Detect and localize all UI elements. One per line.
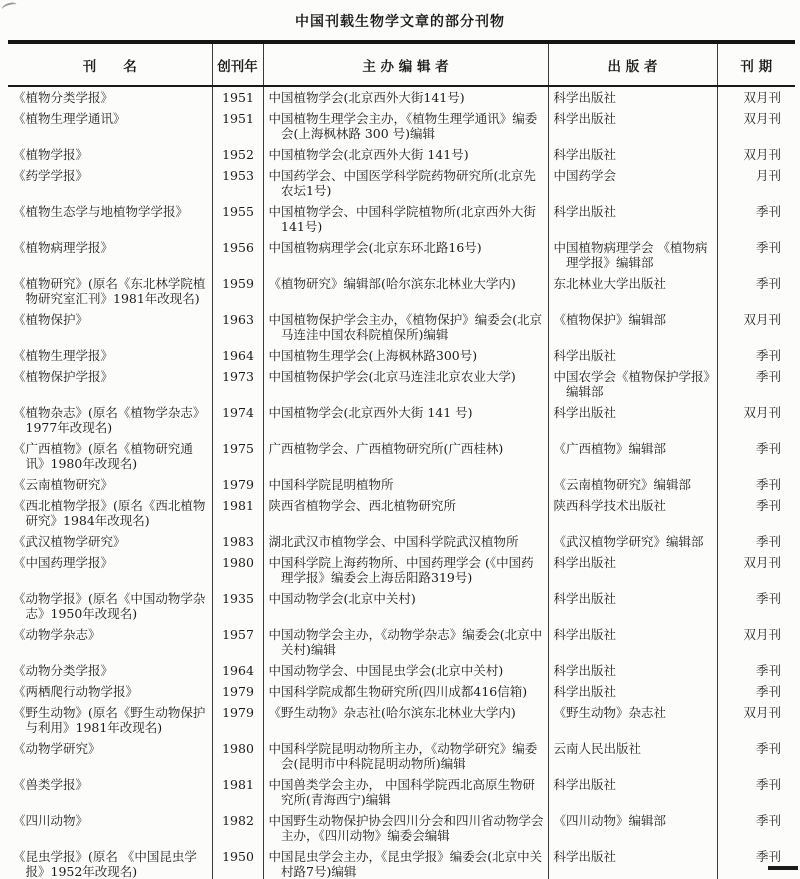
publisher-cell [548,588,717,624]
organizer-editor-cell [263,108,548,144]
organizer-editor-cell [263,144,548,165]
organizer-editor-cell [263,846,548,879]
journal-name-cell [8,552,212,588]
founding-year: 1979 [212,681,263,702]
publisher: 科学出版社 [553,204,617,219]
journal-name-cell [8,366,212,402]
organizer-editor: 广西植物学会、广西植物研究所(广西桂林) [268,441,504,456]
organizer-editor-cell [263,402,548,438]
journal-name: 《野生动物》(原名《野生动物保护与利用》1981年改现名) [13,705,206,735]
header-frequency: 刊 期 [717,42,795,86]
table-row [8,402,795,438]
journal-name: 《广西植物》(原名《植物研究通讯》1980年改现名) [13,441,193,471]
table-row [8,438,795,474]
journal-name-cell [8,86,212,108]
publisher-cell [548,552,717,588]
organizer-editor-cell [263,86,548,108]
publisher: 《云南植物研究》编辑部 [553,477,692,492]
table-row [8,86,795,108]
organizer-editor-cell [263,588,548,624]
founding-year: 1981 [212,495,263,531]
table-row [8,366,795,402]
organizer-editor: 中国科学院昆明植物所 [268,477,394,492]
journal-name-cell [8,495,212,531]
organizer-editor-cell [263,237,548,273]
table-row [8,495,795,531]
organizer-editor-cell [263,681,548,702]
journal-name: 《动物学报》(原名《中国动物学杂志》1950年改现名) [13,591,206,621]
journal-name: 《云南植物研究》 [13,477,114,492]
organizer-editor: 《野生动物》杂志社(哈尔滨东北林业大学内) [268,705,516,720]
publisher: 《植物保护》编辑部 [553,312,667,327]
table-header [8,42,795,86]
publisher: 科学出版社 [553,627,617,642]
publisher-cell [548,681,717,702]
founding-year: 1983 [212,531,263,552]
founding-year: 1964 [212,345,263,366]
organizer-editor: 中国植物生理学会(上海枫林路300号) [268,348,478,363]
founding-year: 1955 [212,201,263,237]
organizer-editor: 中国昆虫学会主办，《昆虫学报》编委会(北京中关村路7号)编辑 [268,849,543,879]
journal-name-cell [8,588,212,624]
organizer-editor-cell [263,810,548,846]
founding-year: 1957 [212,624,263,660]
journal-name: 《四川动物》 [13,813,89,828]
journal-name: 《植物研究》(原名《东北林学院植物研究室汇刊》1981年改现名) [13,276,206,306]
organizer-editor: 中国植物学会(北京西外大街 141号) [268,147,469,162]
frequency: 季刊 [755,441,781,456]
founding-year: 1979 [212,702,263,738]
journal-name-cell [8,438,212,474]
frequency: 月刊 [755,168,781,183]
publisher: 科学出版社 [553,591,617,606]
frequency: 双月刊 [743,627,781,642]
founding-year: 1981 [212,774,263,810]
table-row [8,681,795,702]
header-organizer-editor: 主 办 编 辑 者 [263,42,548,86]
organizer-editor: 中国科学院成都生物研究所(四川成都416信箱) [268,684,528,699]
organizer-editor-cell [263,165,548,201]
frequency: 双月刊 [743,405,781,420]
organizer-editor: 中国科学院上海药物所、中国药理学会 (《中国药理学报》编委会上海岳阳路319号) [268,555,534,585]
publisher-cell [548,846,717,879]
organizer-editor: 中国植物学会(北京西外大街141号) [268,90,465,105]
publisher: 科学出版社 [553,111,617,126]
table-body [8,86,795,879]
journal-name: 《两栖爬行动物学报》 [13,684,139,699]
organizer-editor-cell [263,309,548,345]
publisher-cell [548,345,717,366]
organizer-editor: 中国药学会、中国医学科学院药物研究所(北京先农坛1号) [268,168,536,198]
table-row [8,588,795,624]
founding-year: 1982 [212,810,263,846]
organizer-editor-cell [263,624,548,660]
organizer-editor: 中国动物学会主办，《动物学杂志》编委会(北京中关村)编辑 [268,627,543,657]
publisher: 中国植物病理学会 《植物病理学报》编辑部 [553,240,708,270]
publisher: 中国药学会 [553,168,617,183]
journal-name: 《植物分类学报》 [13,90,114,105]
organizer-editor-cell [263,474,548,495]
publisher-cell [548,774,717,810]
journal-name: 《动物分类学报》 [13,663,114,678]
journal-name-cell [8,345,212,366]
organizer-editor: 中国植物病理学会(北京东环北路16号) [268,240,482,255]
journal-name-cell [8,810,212,846]
journal-name-cell [8,660,212,681]
table-row [8,273,795,309]
journal-name-cell [8,738,212,774]
scan-dash-artifact [768,866,798,870]
founding-year: 1979 [212,474,263,495]
organizer-editor: 湖北武汉市植物学会、中国科学院武汉植物所 [268,534,519,549]
journal-name-cell [8,402,212,438]
frequency: 季刊 [755,813,781,828]
page-title: 中国刊载生物学文章的部分刊物 [295,14,505,30]
organizer-editor: 中国植物学会(北京西外大街 141 号) [268,405,473,420]
table-row [8,309,795,345]
publisher: 科学出版社 [553,348,617,363]
founding-year: 1935 [212,588,263,624]
organizer-editor-cell [263,438,548,474]
journal-name: 《动物学杂志》 [13,627,101,642]
organizer-editor: 中国动物学会(北京中关村) [268,591,416,606]
publisher: 科学出版社 [553,405,617,420]
founding-year: 1964 [212,660,263,681]
journal-name: 《植物保护》 [13,312,89,327]
publisher-cell [548,86,717,108]
journal-name: 《西北植物学报》(原名《西北植物研究》1984年改现名) [13,498,206,528]
frequency: 双月刊 [743,312,781,327]
frequency: 季刊 [755,369,781,384]
table-row [8,774,795,810]
frequency: 双月刊 [743,555,781,570]
journal-name-cell [8,624,212,660]
frequency: 季刊 [755,204,781,219]
table-row [8,660,795,681]
organizer-editor-cell [263,366,548,402]
publisher: 云南人民出版社 [553,741,642,756]
organizer-editor: 中国科学院昆明动物所主办，《动物学研究》编委会(昆明市中科院昆明动物所)编辑 [268,741,538,771]
frequency: 双月刊 [743,111,781,126]
founding-year: 1951 [212,86,263,108]
table-row [8,165,795,201]
organizer-editor: 中国野生动物保护协会四川分会和四川省动物学会主办，《四川动物》编委会编辑 [268,813,544,843]
table-row [8,474,795,495]
founding-year: 1974 [212,402,263,438]
publisher-cell [548,366,717,402]
publisher: 科学出版社 [553,555,617,570]
publisher: 《野生动物》杂志社 [553,705,667,720]
publisher-cell [548,402,717,438]
header-row [8,42,795,86]
table-row [8,201,795,237]
journal-name: 《植物生理学报》 [13,348,114,363]
journal-name: 《植物杂志》(原名《植物学杂志》1977年改现名) [13,405,206,435]
organizer-editor: 中国兽类学会主办， 中国科学院西北高原生物研究所(青海西宁)编辑 [268,777,535,807]
organizer-editor: 陕西省植物学会、西北植物研究所 [268,498,457,513]
table-row [8,345,795,366]
table-row [8,108,795,144]
journal-name-cell [8,237,212,273]
founding-year: 1956 [212,237,263,273]
organizer-editor-cell [263,273,548,309]
publisher-cell [548,438,717,474]
publisher-cell [548,702,717,738]
publisher: 《四川动物》编辑部 [553,813,667,828]
journal-name-cell [8,309,212,345]
header-founding-year: 创刊年 [212,42,263,86]
publisher-cell [548,108,717,144]
journal-name-cell [8,201,212,237]
table-row [8,702,795,738]
publisher: 科学出版社 [553,663,617,678]
frequency: 季刊 [755,477,781,492]
frequency: 季刊 [755,276,781,291]
founding-year: 1951 [212,108,263,144]
journal-name: 《昆虫学报》(原名 《中国昆虫学报》1952年改现名) [13,849,197,879]
publisher-cell [548,738,717,774]
publisher-cell [548,624,717,660]
organizer-editor-cell [263,660,548,681]
frequency: 双月刊 [743,90,781,105]
publisher-cell [548,201,717,237]
frequency: 季刊 [755,348,781,363]
publisher-cell [548,144,717,165]
publisher-cell [548,495,717,531]
organizer-editor-cell [263,201,548,237]
table-row [8,846,795,879]
organizer-editor: 中国植物保护学会(北京马连洼北京农业大学) [268,369,516,384]
journal-name-cell [8,273,212,309]
frequency: 季刊 [755,777,781,792]
publisher-cell [548,531,717,552]
table-row [8,552,795,588]
organizer-editor-cell [263,774,548,810]
frequency: 季刊 [755,684,781,699]
publisher: 陕西科学技术出版社 [553,498,667,513]
journal-name: 《武汉植物学研究》 [13,534,126,549]
publisher-cell [548,474,717,495]
journal-name: 《植物保护学报》 [13,369,114,384]
founding-year: 1950 [212,846,263,879]
frequency: 季刊 [755,663,781,678]
journal-name-cell [8,108,212,144]
journal-name: 《植物学报》 [13,147,89,162]
organizer-editor-cell [263,552,548,588]
table-row [8,531,795,552]
journal-name-cell [8,702,212,738]
header-publisher: 出 版 者 [548,42,717,86]
frequency: 季刊 [755,849,781,864]
journal-name: 《植物生态学与地植物学学报》 [13,204,189,219]
organizer-editor: 中国植物学会、中国科学院植物所(北京西外大街141号) [268,204,536,234]
frequency: 双月刊 [743,147,781,162]
publisher: 东北林业大学出版社 [553,276,667,291]
journal-name: 《中国药理学报》 [13,555,114,570]
publisher: 中国农学会《植物保护学报》编辑部 [553,369,710,399]
founding-year: 1980 [212,738,263,774]
journal-name: 《植物生理学通讯》 [13,111,126,126]
table-row [8,738,795,774]
frequency: 季刊 [755,534,781,549]
publisher: 科学出版社 [553,147,617,162]
organizer-editor-cell [263,738,548,774]
publisher: 科学出版社 [553,777,617,792]
journal-name-cell [8,681,212,702]
publisher: 《广西植物》编辑部 [553,441,667,456]
journal-name: 《兽类学报》 [13,777,89,792]
publisher: 《武汉植物学研究》编辑部 [553,534,704,549]
publisher: 科学出版社 [553,684,617,699]
organizer-editor-cell [263,495,548,531]
journal-name-cell [8,531,212,552]
founding-year: 1963 [212,309,263,345]
frequency: 双月刊 [743,705,781,720]
journal-name: 《植物病理学报》 [13,240,114,255]
journal-name-cell [8,474,212,495]
publisher-cell [548,660,717,681]
publisher: 科学出版社 [553,849,617,864]
journal-name-cell [8,144,212,165]
table-row [8,810,795,846]
header-journal-name: 刊 名 [8,42,212,86]
journal-name-cell [8,774,212,810]
organizer-editor: 中国植物保护学会主办，《植物保护》编委会(北京马连洼中国农科院植保所)编辑 [268,312,543,342]
founding-year: 1980 [212,552,263,588]
journal-name: 《药学学报》 [13,168,89,183]
organizer-editor: 中国植物生理学会主办，《植物生理学通讯》编委会(上海枫林路 300 号)编辑 [268,111,538,141]
publisher-cell [548,237,717,273]
founding-year: 1952 [212,144,263,165]
founding-year: 1959 [212,273,263,309]
publisher-cell [548,810,717,846]
publisher-cell [548,273,717,309]
journals-table [8,40,795,879]
organizer-editor-cell [263,345,548,366]
journal-name: 《动物学研究》 [13,741,101,756]
founding-year: 1975 [212,438,263,474]
table-row [8,144,795,165]
frequency: 季刊 [755,741,781,756]
founding-year: 1953 [212,165,263,201]
founding-year: 1973 [212,366,263,402]
publisher-cell [548,309,717,345]
frequency: 季刊 [755,591,781,606]
journal-name-cell [8,165,212,201]
frequency: 季刊 [755,498,781,513]
table-row [8,237,795,273]
organizer-editor-cell [263,531,548,552]
table-row [8,624,795,660]
organizer-editor: 《植物研究》编辑部(哈尔滨东北林业大学内) [268,276,516,291]
publisher-cell [548,165,717,201]
frequency: 季刊 [755,240,781,255]
publisher: 科学出版社 [553,90,617,105]
journal-name-cell [8,846,212,879]
organizer-editor-cell [263,702,548,738]
organizer-editor: 中国动物学会、中国昆虫学会(北京中关村) [268,663,504,678]
